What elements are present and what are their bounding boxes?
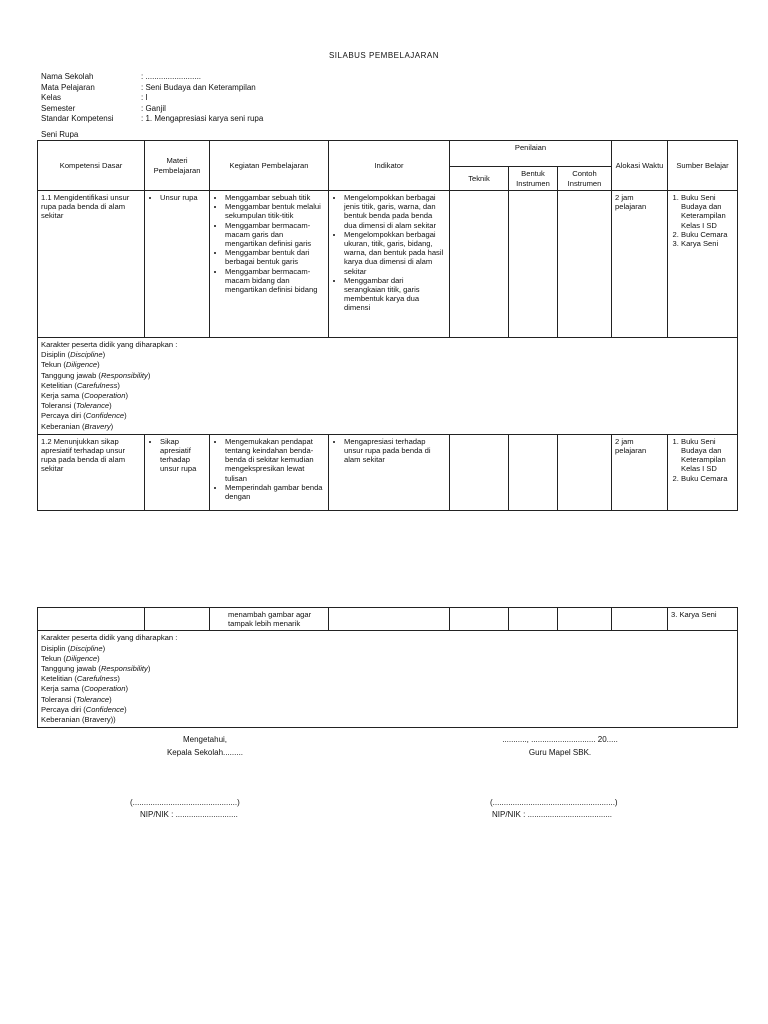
- materi-cell: [145, 191, 210, 338]
- bentuk-cell: [509, 434, 558, 510]
- kegiatan-cell: [210, 434, 329, 510]
- karakter-en: Discipline: [70, 643, 103, 653]
- karakter-item: Keberanian (Bravery)): [41, 715, 116, 725]
- karakter-item: Keberanian (Bravery): [41, 421, 114, 431]
- karakter-label: Tanggung jawab: [41, 370, 97, 380]
- sumber-cell: 3. Karya Seni: [668, 608, 738, 631]
- karakter-en: Bravery: [84, 421, 111, 431]
- meta-row: [41, 72, 263, 83]
- karakter-en: Tolerance: [76, 694, 110, 704]
- karakter-label: Tanggung jawab: [41, 664, 97, 674]
- karakter-item: Tekun (Diligence): [41, 653, 100, 663]
- syllabus-table-continued: [37, 607, 738, 728]
- header-alokasi: Alokasi Waktu: [612, 141, 668, 191]
- list-item: 1. Buku Seni Budaya dan Keterampilan Kelas I SD: [681, 193, 734, 230]
- meta-value: : Ganjil: [141, 103, 166, 113]
- karakter-item: Disiplin (Discipline): [41, 643, 106, 653]
- karakter-en: Carefulness: [76, 674, 118, 684]
- karakter-en: Diligence: [65, 360, 98, 370]
- karakter-cell: [38, 338, 738, 435]
- list-item: • Menggambar sebuah titik: [225, 193, 325, 202]
- meta-value: : .........................: [141, 72, 202, 81]
- list-item: • Menggambar bentuk melalui sekumpulan titik-titik: [225, 202, 325, 220]
- meta-row: [41, 83, 263, 94]
- karakter-label: Tekun: [41, 653, 62, 663]
- karakter-row: [38, 631, 738, 728]
- karakter-label: Ketelitian: [41, 674, 73, 684]
- kd-cell: 1.1 Mengidentifikasi unsur rupa pada benda di alam sekitar: [38, 191, 145, 338]
- contoh-cell: [558, 191, 612, 338]
- list-item: • Menggambar bermacam-macam bidang dan mengartikan definisi bidang: [225, 267, 325, 295]
- alokasi-cell: 2 jam pelajaran: [612, 434, 668, 510]
- list-item: 1. Buku Seni Budaya dan Keterampilan Kelas I SD: [681, 437, 734, 474]
- sign-left-name: (...............................................): [130, 798, 240, 807]
- meta-key: Kelas: [41, 93, 62, 102]
- karakter-item: Kerja sama (Cooperation): [41, 684, 128, 694]
- meta-row: [41, 93, 263, 104]
- karakter-heading: Karakter peserta didik yang diharapkan :: [41, 633, 178, 643]
- header-teknik: Teknik: [450, 167, 509, 191]
- list-item: • Mengapresiasi terhadap unsur rupa pada benda di alam sekitar: [344, 437, 446, 465]
- karakter-label: Toleransi: [41, 694, 72, 704]
- list-item: • Menggambar bermacam-macam garis dan mengartikan definisi garis: [225, 221, 325, 249]
- karakter-label: Percaya diri: [41, 704, 82, 714]
- karakter-label: Toleransi: [41, 401, 72, 411]
- teknik-cell: [450, 191, 509, 338]
- meta-key: Semester: [41, 103, 76, 113]
- list-item: 3. Karya Seni: [681, 239, 734, 248]
- document-title: SILABUS PEMBELAJARAN: [328, 51, 440, 60]
- alokasi-cell: 2 jam pelajaran: [612, 191, 668, 338]
- indikator-cell: [329, 191, 450, 338]
- contoh-cell: [558, 434, 612, 510]
- list-item: • Menggambar bentuk dari berbagai bentuk garis: [225, 248, 325, 266]
- sign-right-line2: Guru Mapel SBK.: [528, 748, 592, 757]
- karakter-en: Confidence: [85, 704, 125, 714]
- meta-key: Mata Pelajaran: [41, 82, 95, 92]
- karakter-item: Tanggung jawab (Responsibility): [41, 370, 151, 380]
- header-penilaian: Penilaian: [450, 141, 612, 167]
- list-item: • Memperindah gambar benda dengan: [225, 483, 325, 501]
- meta-key: Standar Kompetensi: [41, 114, 114, 123]
- header-contoh: Contoh Instrumen: [558, 167, 612, 191]
- sign-right-nip: NIP/NIK : ......................................: [492, 810, 613, 819]
- karakter-label: Disiplin: [41, 643, 66, 653]
- meta-row: [41, 114, 263, 125]
- sumber-cell: [668, 434, 738, 510]
- bentuk-cell: [509, 191, 558, 338]
- karakter-en: Cooperation: [84, 684, 126, 694]
- karakter-label: Disiplin: [41, 350, 66, 360]
- karakter-item: Percaya diri (Confidence): [41, 411, 127, 421]
- karakter-item: Ketelitian (Carefulness): [41, 674, 120, 684]
- syllabus-table: [37, 140, 738, 511]
- karakter-item: Ketelitian (Carefulness): [41, 380, 120, 390]
- list-item: • Mengelompokkan berbagai ukuran, titik, garis, bidang, warna, dan bentuk pada hasil karya dua dimensi di alam sekitar: [344, 230, 446, 276]
- kegiatan-cell: [210, 191, 329, 338]
- header-kegiatan: Kegiatan Pembelajaran: [210, 141, 329, 191]
- karakter-label: Percaya diri: [41, 411, 82, 421]
- table-row: [38, 608, 738, 631]
- karakter-item: Kerja sama (Cooperation): [41, 391, 128, 401]
- sumber-cell: [668, 191, 738, 338]
- list-item: 2. Buku Cemara: [681, 474, 734, 483]
- list-item: • Menggambar dari serangkaian titik, garis membentuk karya dua dimensi: [344, 276, 446, 313]
- karakter-en: Responsibility: [100, 370, 148, 380]
- kegiatan-cell: menambah gambar agar tampak lebih menarik: [210, 608, 329, 631]
- table-row: [38, 434, 738, 510]
- meta-row: [41, 104, 263, 115]
- karakter-label: Kerja sama: [41, 684, 80, 694]
- sign-left-nip: NIP/NIK : ............................: [140, 810, 238, 819]
- header-bentuk: Bentuk Instrumen: [509, 167, 558, 191]
- indikator-cell: [329, 434, 450, 510]
- karakter-item: Tekun (Diligence): [41, 360, 100, 370]
- meta-block: [41, 72, 263, 125]
- sign-left-line1: Mengetahui,: [182, 735, 228, 744]
- karakter-cell: [38, 631, 738, 728]
- karakter-label: Kerja sama: [41, 391, 80, 401]
- karakter-en: Confidence: [85, 411, 125, 421]
- karakter-heading: Karakter peserta didik yang diharapkan :: [41, 340, 178, 349]
- list-item: • Mengelompokkan berbagai jenis titik, garis, warna, dan bentuk benda pada benda dua dimensi di alam sekitar: [344, 193, 446, 230]
- table-row: [38, 191, 738, 338]
- sign-right-line1: ..........., ............................. 20.....: [502, 735, 618, 744]
- meta-key: Nama Sekolah: [41, 72, 94, 81]
- meta-value: : Seni Budaya dan Keterampilan: [141, 82, 256, 92]
- subtitle: Seni Rupa: [41, 130, 79, 139]
- karakter-item: Percaya diri (Confidence): [41, 704, 127, 714]
- karakter-item: Toleransi (Tolerance): [41, 401, 112, 411]
- karakter-item: Disiplin (Discipline): [41, 350, 106, 360]
- sign-left-line2: Kepala Sekolah.........: [166, 748, 244, 757]
- karakter-en: Cooperation: [84, 391, 126, 401]
- karakter-label: Tekun: [41, 360, 62, 370]
- karakter-row: [38, 338, 738, 435]
- list-item: • Unsur rupa: [160, 193, 206, 202]
- karakter-en: Carefulness: [76, 380, 118, 390]
- karakter-item: Toleransi (Tolerance): [41, 694, 112, 704]
- header-indikator: Indikator: [329, 141, 450, 191]
- karakter-en: Tolerance: [76, 401, 110, 411]
- karakter-en: Diligence: [65, 653, 98, 663]
- meta-value: : 1. Mengapresiasi karya seni rupa: [141, 114, 264, 123]
- header-materi: Materi Pembelajaran: [145, 141, 210, 191]
- karakter-item: Tanggung jawab (Responsibility): [41, 664, 151, 674]
- header-sumber: Sumber Belajar: [668, 141, 738, 191]
- karakter-en: Discipline: [70, 350, 103, 360]
- list-item: 2. Buku Cemara: [681, 230, 734, 239]
- teknik-cell: [450, 434, 509, 510]
- meta-value: : I: [141, 93, 148, 102]
- karakter-label: Keberanian: [41, 421, 80, 431]
- materi-cell: [145, 434, 210, 510]
- header-kd: Kompetensi Dasar: [38, 141, 145, 191]
- kd-cell: 1.2 Menunjukkan sikap apresiatif terhadap unsur rupa pada benda di alam sekitar: [38, 434, 145, 510]
- sign-right-name: (.......................................................): [490, 798, 618, 807]
- list-item: • Sikap apresiatif terhadap unsur rupa: [160, 437, 206, 474]
- karakter-en: Responsibility: [100, 664, 148, 674]
- list-item: • Mengemukakan pendapat tentang keindahan benda-benda di sekitar kemudian mengekspresikan lewat tulisan: [225, 437, 325, 483]
- karakter-label: Ketelitian: [41, 380, 73, 390]
